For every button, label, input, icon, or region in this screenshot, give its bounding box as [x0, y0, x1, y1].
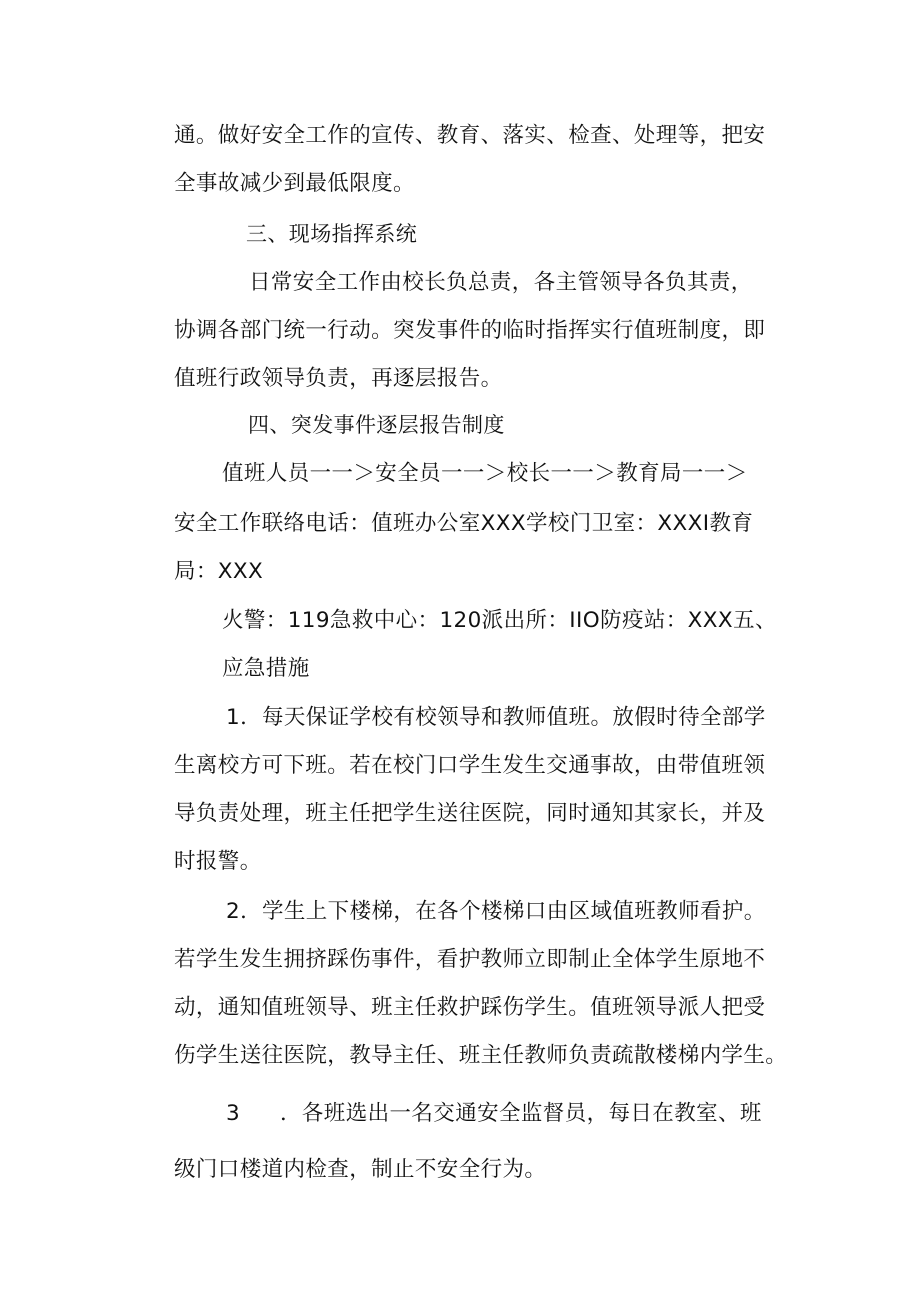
item-3-line-1: ．各班选出一名交通安全监督员，每日在教室、班	[280, 1101, 762, 1126]
section-3-line-2: 协调各部门统一行动。突发事件的临时指挥实行值班制度，即	[174, 318, 766, 343]
contacts-line-1: 安全工作联络电话：值班办公室XXX学校门卫室：XXXI教育	[174, 511, 754, 536]
item-2-line-2: 若学生发生拥挤踩伤事件，看护教师立即制止全体学生原地不	[174, 947, 766, 972]
contacts-line-2: 局：XXX	[174, 559, 264, 584]
item-1-line-1: 1．每天保证学校有校领导和教师值班。放假时待全部学	[226, 705, 766, 730]
section-4-heading: 四、突发事件逐层报告制度	[248, 413, 505, 437]
item-1-line-2: 生离校方可下班。若在校门口学生发生交通事故，由带值班领	[174, 753, 766, 778]
item-3-line-2: 级门口楼道内检查，制止不安全行为。	[174, 1157, 547, 1182]
report-chain: 值班人员一一＞安全员一一＞校长一一＞教育局一一＞	[222, 461, 748, 486]
intro-line-2: 全事故减少到最低限度。	[174, 171, 415, 196]
intro-line-1: 通。做好安全工作的宣传、教育、落实、检查、处理等，把安	[174, 123, 766, 148]
item-1-line-3: 导负责处理，班主任把学生送往医院，同时通知其家长，并及	[174, 801, 766, 826]
emergency-numbers-line-2: 应急措施	[222, 656, 310, 681]
item-2-line-1: 2．学生上下楼梯，在各个楼梯口由区域值班教师看护。	[226, 899, 766, 924]
section-3-line-1: 日常安全工作由校长负总责，各主管领导各负其责，	[249, 270, 753, 295]
emergency-numbers-line-1: 火警：119急救中心：120派出所：IIO防疫站：XXX五、	[222, 608, 777, 633]
item-1-line-4: 时报警。	[174, 849, 262, 874]
item-2-line-4: 伤学生送往医院，教导主任、班主任教师负责疏散楼梯内学生。	[174, 1043, 788, 1068]
item-3-number: 3	[226, 1101, 241, 1126]
section-3-heading: 三、现场指挥系统	[246, 222, 418, 246]
section-3-line-3: 值班行政领导负责，再逐层报告。	[174, 366, 503, 391]
item-2-line-3: 动，通知值班领导、班主任救护踩伤学生。值班领导派人把受	[174, 995, 766, 1020]
